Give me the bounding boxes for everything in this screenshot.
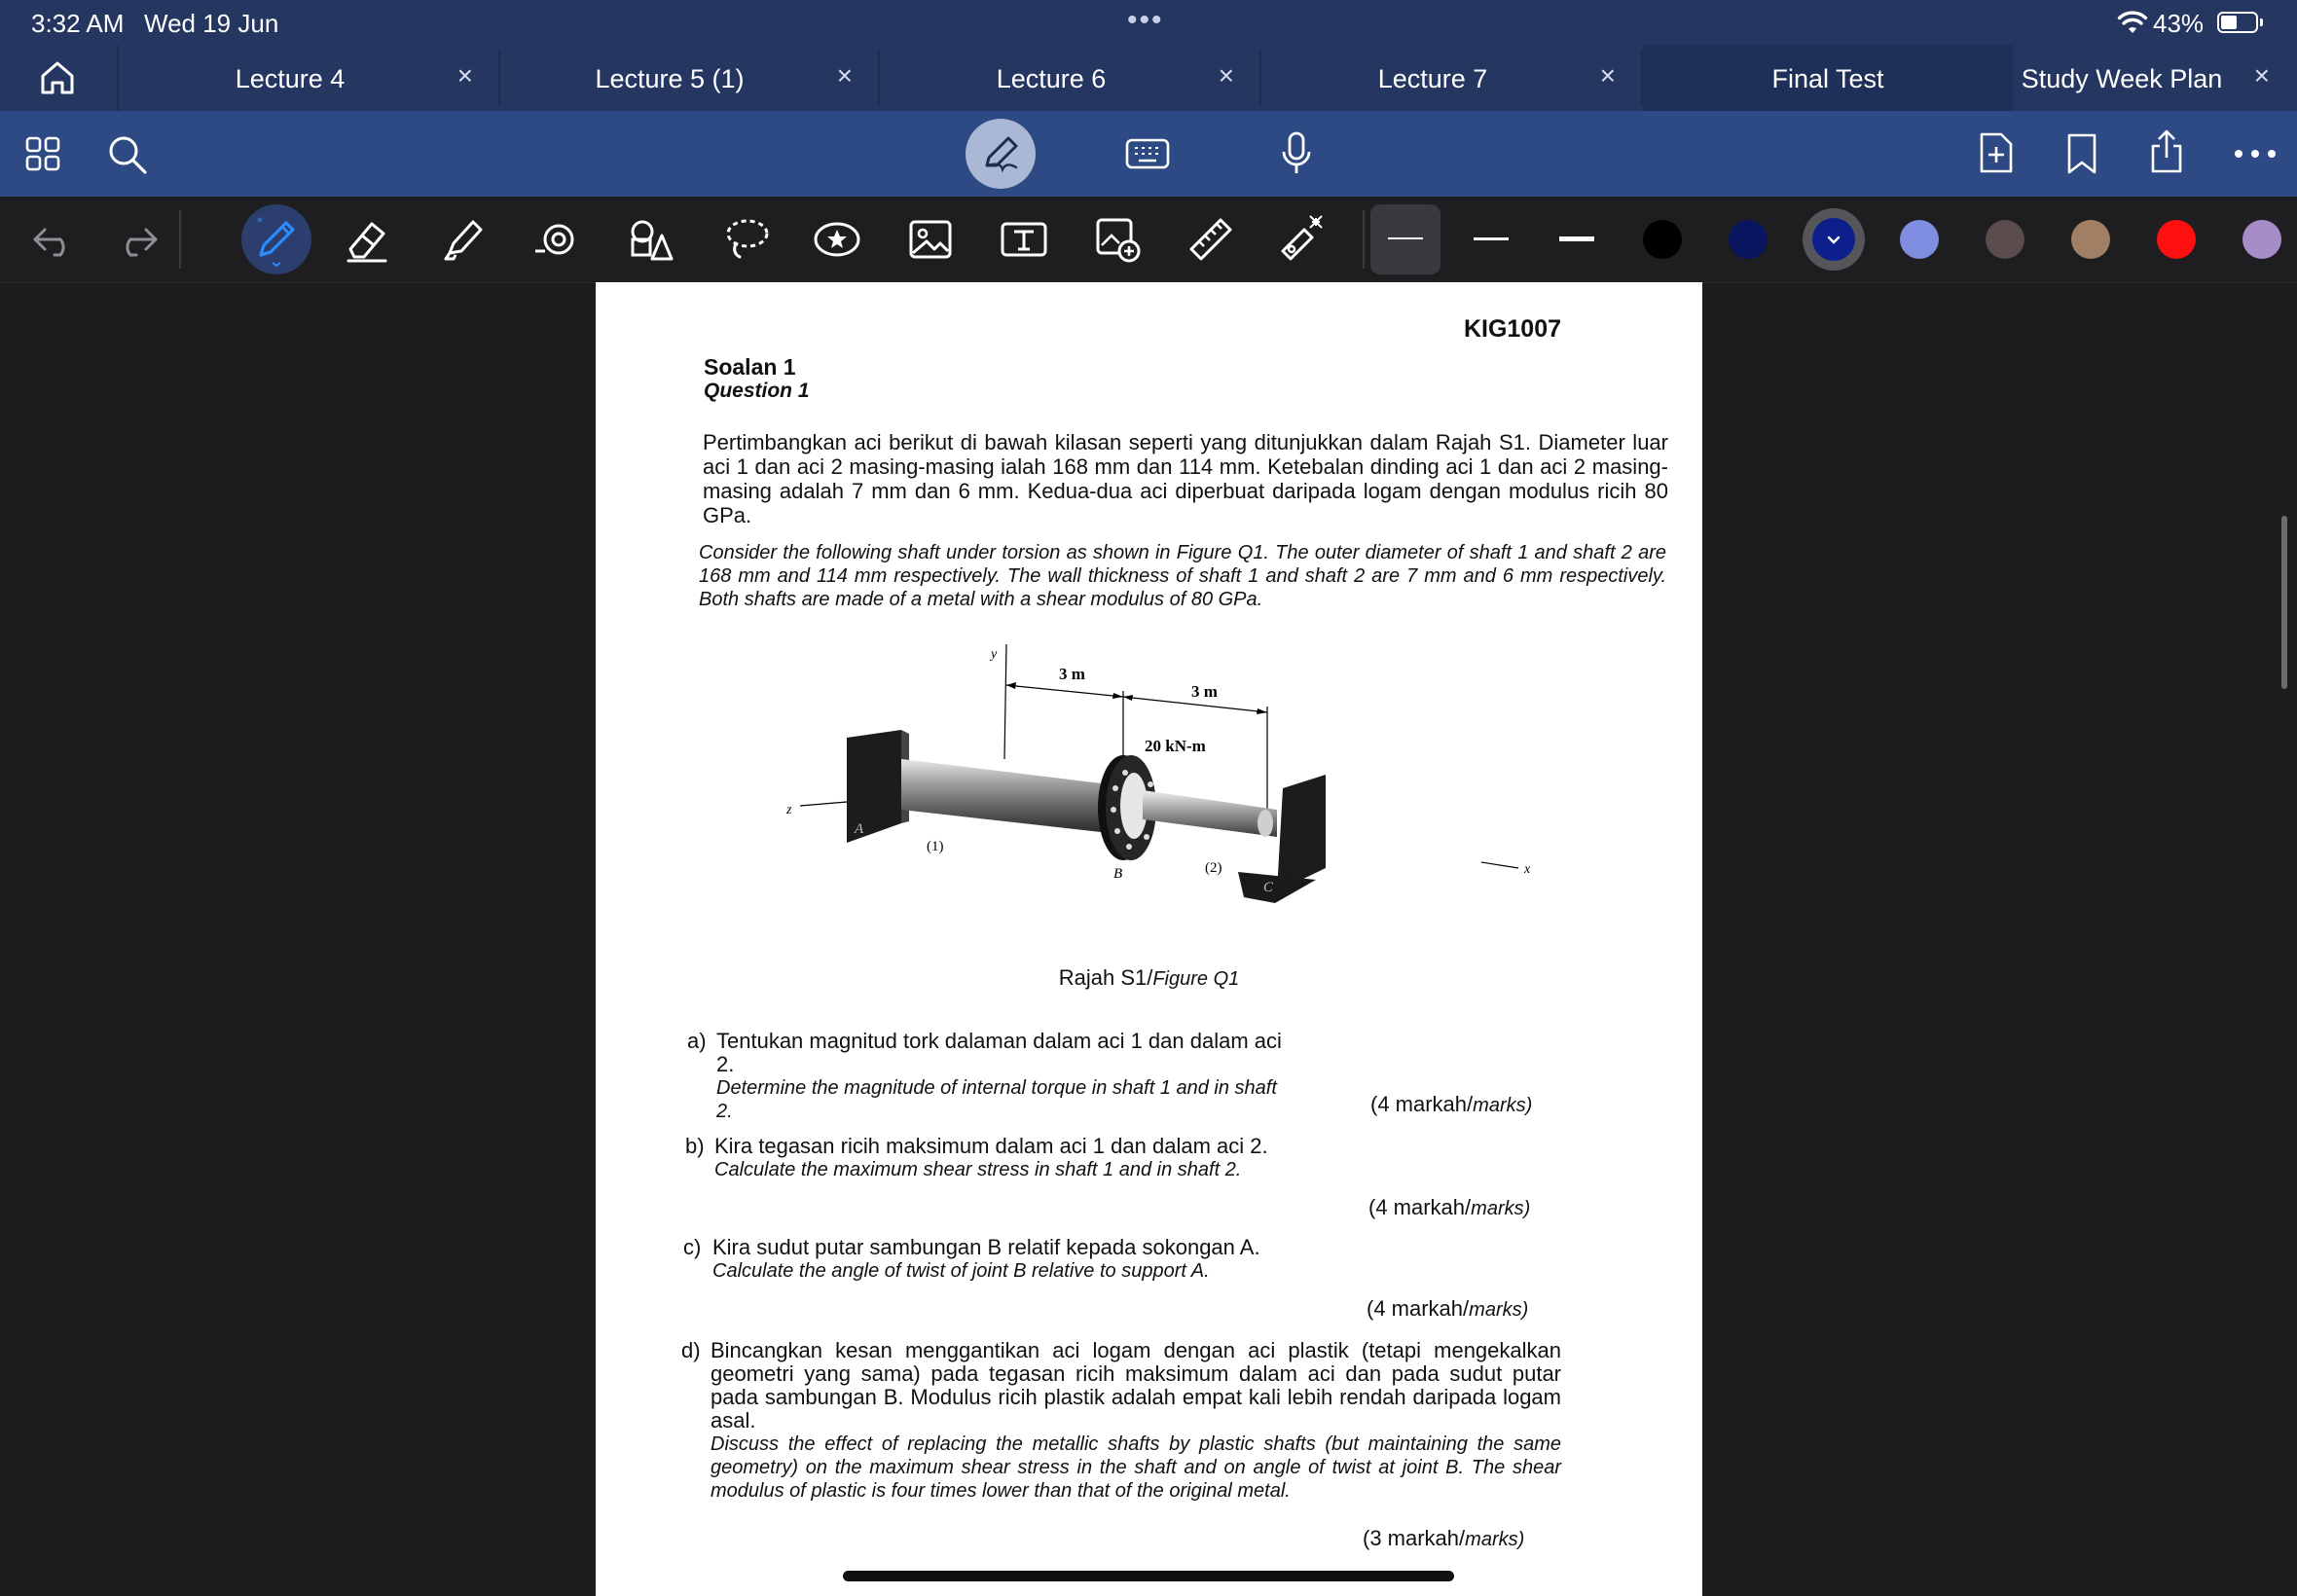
support-c-label: C (1263, 880, 1274, 895)
keyboard-icon[interactable] (1125, 136, 1170, 171)
tab-close-icon[interactable]: × (1599, 60, 1616, 91)
color-swatch-navy[interactable] (1729, 220, 1768, 259)
question-text-en: Discuss the effect of replacing the metallic shafts by plastic shafts (but maintaining the same geometry) on the maximum shear stress in the shaft and on angle of twist at joint B. The shear modulus of plastic is four times lower than that of the original metal. (711, 1433, 1561, 1502)
question-text-ms: Bincangkan kesan menggantikan aci logam dengan aci plastik (tetapi mengekalkan geometri yang sama) pada tegasan ricih maksimum dalam aci dan pada sudut putar pada sambungan B. Modulus ricih plastik adalah empat kali lebih rendah daripada logam asal. (711, 1338, 1561, 1433)
shape-tool-icon[interactable] (529, 212, 584, 267)
more-options-icon[interactable] (2233, 148, 2278, 160)
question-heading-ms: Soalan 1 (704, 354, 796, 380)
tab-lecture-6[interactable] (880, 45, 1261, 111)
intro-english: Consider the following shaft under torsion as shown in Figure Q1. The outer diameter of shaft 1 and shaft 2 are 168 mm and 114 mm respectively. The wall thickness of shaft 1 and shaft 2 are 7 mm and 6 mm respectively. Both shafts are made of a metal with a shear modulus of 80 GPa. (699, 542, 1666, 610)
shaft-2 (1143, 790, 1277, 837)
support-c (1277, 775, 1326, 891)
pen-mode-icon (979, 132, 1022, 175)
marks-c (1367, 1296, 1528, 1322)
lasso-icon[interactable] (718, 212, 773, 267)
grid-view-icon[interactable] (25, 136, 60, 171)
pen-tool-button[interactable] (241, 204, 311, 274)
tab-bar (0, 45, 2297, 111)
y-axis-label: y (991, 647, 998, 662)
question-letter: d) (681, 1338, 701, 1362)
question-text-ms: Kira tegasan ricih maksimum dalam aci 1 dan dalam aci 2. (714, 1134, 1268, 1158)
drawing-tools-bar (0, 197, 2297, 283)
wifi-icon (2118, 10, 2147, 35)
question-heading-en: Question 1 (704, 380, 810, 402)
tab-label: Lecture 7 (1377, 64, 1488, 93)
share-icon[interactable] (2147, 128, 2186, 175)
pen-tool-icon (249, 212, 304, 267)
dimension-label-2: 3 m (1191, 682, 1218, 701)
question-letter: a) (687, 1029, 707, 1053)
image-icon[interactable] (903, 212, 958, 267)
main-toolbar (0, 111, 2297, 197)
tab-close-icon[interactable]: × (456, 60, 473, 91)
vertical-scrollbar[interactable] (2281, 516, 2287, 689)
support-a-label: A (855, 821, 864, 837)
tab-close-icon[interactable]: × (2253, 60, 2270, 91)
marks-en: marks) (1469, 1299, 1529, 1321)
tab-label: Lecture 4 (235, 64, 346, 93)
tab-label: Study Week Plan (2021, 64, 2223, 93)
figure-caption (596, 965, 1702, 991)
tab-lecture-4[interactable] (117, 45, 500, 111)
line-width-thin[interactable] (1370, 204, 1440, 274)
figure-caption-ms: Rajah S1/ (1058, 965, 1153, 990)
multitasking-dots[interactable]: ••• (1127, 4, 1164, 36)
tab-label: Lecture 6 (996, 64, 1107, 93)
eraser-icon[interactable] (341, 212, 395, 267)
tab-label: Lecture 5 (1) (595, 64, 745, 93)
x-axis-line (1481, 862, 1518, 868)
figure-caption-en: Figure Q1 (1152, 968, 1240, 990)
marks-b (1368, 1195, 1530, 1220)
marks-d (1363, 1526, 1524, 1551)
toolbar-divider (179, 210, 181, 269)
home-icon[interactable] (37, 58, 78, 97)
line-width-sample (1474, 237, 1509, 240)
color-swatch-red[interactable] (2157, 220, 2196, 259)
sticker-icon[interactable] (810, 212, 864, 267)
status-date: Wed 19 Jun (144, 9, 279, 38)
tab-close-icon[interactable]: × (836, 60, 853, 91)
svg-text:*: * (257, 215, 263, 229)
marks-ms: (4 markah/ (1367, 1296, 1470, 1321)
tab-lecture-5[interactable] (498, 45, 880, 111)
tab-study-week-plan[interactable] (1986, 45, 2297, 111)
tab-lecture-7[interactable] (1261, 45, 1643, 111)
tab-label: Final Test (1771, 64, 1884, 93)
marks-ms: (3 markah/ (1363, 1526, 1466, 1550)
x-axis-label: x (1524, 862, 1531, 877)
color-swatch-black[interactable] (1643, 220, 1682, 259)
pen-mode-button[interactable] (966, 119, 1036, 189)
color-swatch-tan[interactable] (2071, 220, 2110, 259)
color-swatch-periwinkle[interactable] (1900, 220, 1939, 259)
tab-close-icon[interactable]: × (1218, 60, 1234, 91)
microphone-icon[interactable] (1279, 130, 1314, 177)
home-indicator[interactable] (843, 1571, 1454, 1581)
question-body (711, 1339, 1561, 1503)
question-body (712, 1236, 1260, 1283)
battery-percent: 43% (2153, 9, 2205, 38)
question-body (716, 1030, 1291, 1123)
document-page[interactable] (596, 282, 1702, 1596)
text-box-icon[interactable] (997, 212, 1051, 267)
line-width-sample (1388, 237, 1423, 239)
shaft-figure (786, 642, 1579, 954)
element-tool-icon[interactable] (623, 212, 677, 267)
status-bar (0, 0, 2297, 45)
marks-ms: (4 markah/ (1368, 1195, 1472, 1219)
laser-pointer-icon[interactable] (1275, 212, 1330, 267)
search-icon[interactable] (107, 134, 148, 175)
tab-final-test[interactable] (1643, 45, 2013, 111)
question-text-en: Calculate the maximum shear stress in shaft 1 and in shaft 2. (714, 1159, 1242, 1180)
status-time: 3:32 AM (31, 9, 125, 38)
bookmark-icon[interactable] (2065, 132, 2098, 175)
line-width-thick[interactable] (1542, 204, 1612, 274)
battery-icon (2217, 12, 2258, 33)
undo-icon[interactable] (27, 212, 82, 267)
course-code: KIG1007 (1463, 315, 1561, 343)
question-body (714, 1135, 1268, 1181)
z-axis-line (800, 802, 847, 806)
ruler-icon[interactable] (1184, 212, 1238, 267)
question-text-en: Determine the magnitude of internal torque in shaft 1 and in shaft 2. (716, 1077, 1277, 1122)
color-swatch-dark-brown[interactable] (1986, 220, 2024, 259)
torque-label: 20 kN-m (1145, 737, 1206, 755)
dimension-line-1 (1006, 685, 1123, 697)
highlighter-icon[interactable] (436, 212, 491, 267)
intro-malay: Pertimbangkan aci berikut di bawah kilasan seperti yang ditunjukkan dalam Rajah S1. Diameter luar aci 1 dan aci 2 masing-masing ialah 168 mm dan 114 mm. Ketebalan dinding aci 1 dan aci 2 masing-masing adalah 7 mm dan 6 mm. Kedua-dua aci diperbuat daripada logam dengan modulus ricih 80 GPa. (703, 430, 1668, 527)
question-letter: c) (683, 1235, 702, 1259)
dimension-label-1: 3 m (1059, 665, 1085, 683)
color-swatch-selected[interactable] (1803, 208, 1865, 271)
marks-en: marks) (1465, 1529, 1525, 1550)
joint-b-label: B (1113, 866, 1123, 882)
add-page-icon[interactable] (1976, 130, 2015, 175)
line-width-sample (1559, 236, 1594, 241)
marks-en: marks) (1473, 1095, 1533, 1116)
marks-en: marks) (1471, 1198, 1531, 1219)
z-axis-label: z (786, 803, 792, 817)
chevron-down-icon (1826, 236, 1841, 245)
redo-icon[interactable] (109, 212, 164, 267)
question-text-ms: Kira sudut putar sambungan B relatif kepada sokongan A. (712, 1235, 1260, 1259)
toolbar-divider (1363, 210, 1365, 269)
question-letter: b) (685, 1134, 705, 1158)
marks-a (1370, 1092, 1532, 1117)
shaft-1-label: (1) (927, 839, 944, 854)
y-axis-line (1004, 644, 1006, 759)
scan-image-icon[interactable] (1090, 212, 1145, 267)
question-text-en: Calculate the angle of twist of joint B relative to support A. (712, 1260, 1210, 1282)
shaft-2-label: (2) (1205, 860, 1222, 876)
marks-ms: (4 markah/ (1370, 1092, 1474, 1116)
line-width-medium[interactable] (1456, 204, 1526, 274)
shaft-1 (901, 759, 1110, 833)
question-text-ms: Tentukan magnitud tork dalaman dalam aci 1 dan dalam aci 2. (716, 1029, 1282, 1076)
color-swatch-lavender[interactable] (2242, 220, 2281, 259)
